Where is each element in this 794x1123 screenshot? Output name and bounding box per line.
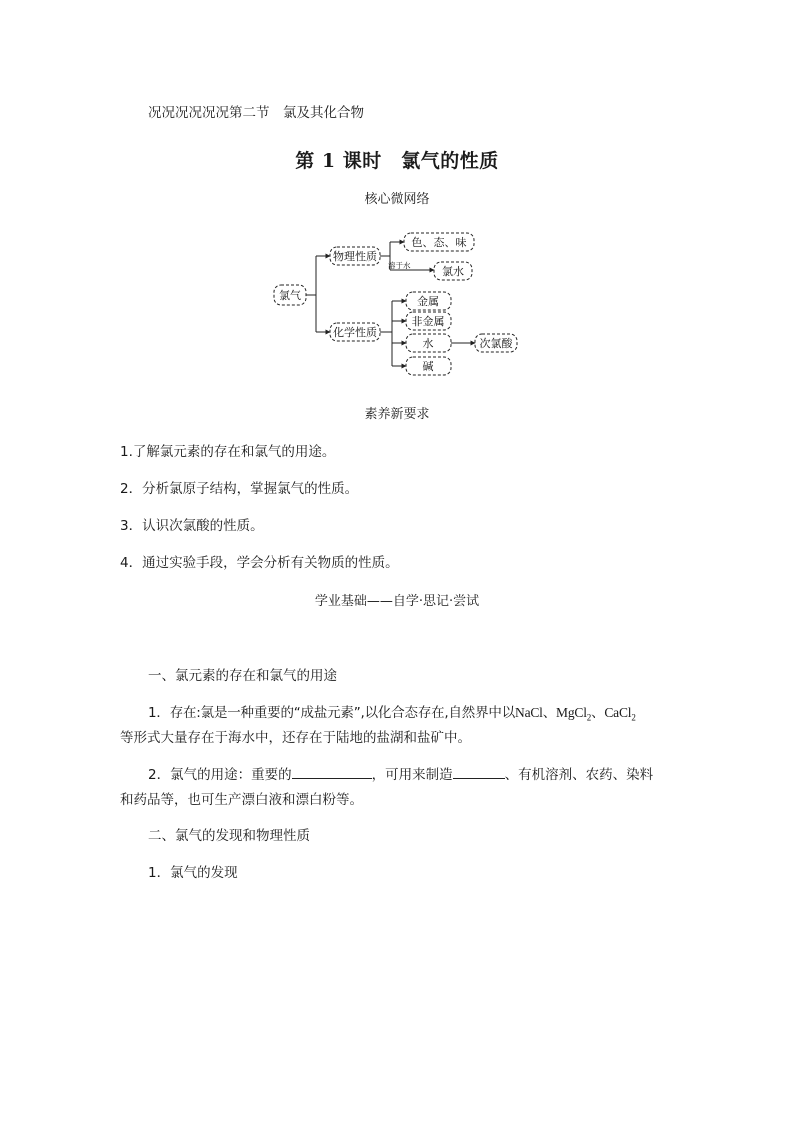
item1-line2: 等形式大量存在于海水中，还存在于陆地的盐湖和盐矿中。: [120, 730, 471, 746]
formula-cacl2-sub: 2: [631, 712, 636, 723]
requirement-4: 4．通过实验手段，学会分析有关物质的性质。: [120, 555, 399, 571]
formula-mgcl2-main: MgCl: [556, 705, 587, 720]
node-chem-leaf-4: 碱: [422, 360, 434, 373]
formula-mgcl2-sub: 2: [586, 712, 592, 723]
item2-text-c: 、有机溶剂、农药、染料: [504, 767, 654, 783]
node-chem-leaf-1: 金属: [417, 295, 439, 308]
requirement-2: 2．分析氯原子结构，掌握氯气的性质。: [120, 481, 359, 497]
item2-text-b: ，可用来制造: [371, 767, 453, 783]
item1-separator-2: 、: [591, 705, 605, 721]
section-heading: 学业基础——自学·思记·尝试: [314, 594, 480, 609]
node-product: 次氯酸: [479, 337, 513, 350]
item2-line1: [148, 763, 653, 783]
concept-network-diagram: [268, 226, 528, 378]
formula-nacl: NaCl: [515, 705, 543, 720]
item2-text-a: 重要的: [251, 767, 292, 783]
chapter-header: 况况况况况况第二节 氯及其化合物: [148, 105, 364, 121]
node-chemical: 化学性质: [333, 326, 377, 339]
formula-cacl2: [604, 705, 636, 723]
part2-item1: 1．氯气的发现: [148, 865, 238, 881]
node-physical: 物理性质: [333, 250, 377, 263]
node-chem-leaf-3: 水: [422, 337, 434, 350]
item1-label: 1．存在:: [148, 705, 201, 721]
requirement-1: 1.了解氯元素的存在和氯气的用途。: [120, 444, 336, 460]
item1-text: 氯是一种重要的“成盐元素”,以化合态存在,自然界中以: [200, 705, 516, 721]
part2-title: 二、氯气的发现和物理性质: [148, 828, 310, 844]
formula-mgcl2: [556, 705, 592, 723]
dissolve-label: 溶于水: [388, 261, 411, 270]
lesson-title: 第 1 课时 氯气的性质: [295, 150, 499, 172]
part1-title: 一、氯元素的存在和氯气的用途: [148, 668, 337, 684]
node-phys-leaf-1: 色、态、味: [411, 236, 467, 249]
blank-answer-2[interactable]: [453, 764, 505, 779]
requirements-heading: 素养新要求: [364, 407, 430, 422]
item1-line1: [148, 701, 636, 723]
formula-cacl2-main: CaCl: [604, 705, 632, 720]
network-heading: 核心微网络: [364, 192, 430, 207]
requirement-3: 3．认识次氯酸的性质。: [120, 518, 264, 534]
item1-separator-1: 、: [542, 705, 557, 721]
node-chem-leaf-2: 非金属: [411, 315, 445, 328]
node-root: 氯气: [279, 289, 301, 302]
blank-answer-1[interactable]: [292, 764, 372, 779]
node-phys-leaf-2: 氯水: [442, 265, 464, 278]
item2-line2: 和药品等，也可生产漂白液和漂白粉等。: [120, 792, 363, 808]
item2-label: 2．氯气的用途：: [148, 767, 252, 783]
